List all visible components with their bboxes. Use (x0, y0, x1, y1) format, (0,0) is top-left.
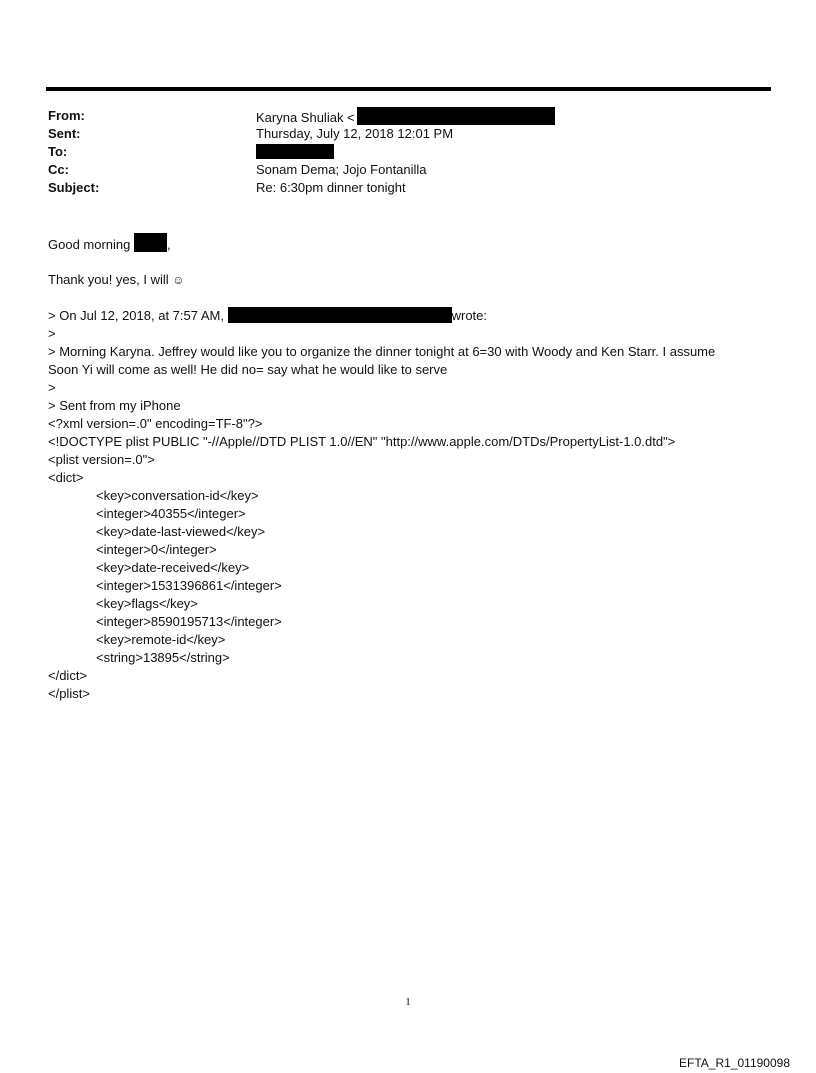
header-rule (46, 87, 771, 91)
quote-intro-line (48, 307, 487, 325)
dict-line: <key>remote-id</key> (96, 632, 226, 647)
to-value (256, 143, 334, 161)
quote-blank-line: > (48, 380, 56, 395)
redaction-bar (228, 307, 452, 323)
dict-line: <key>conversation-id</key> (96, 488, 259, 503)
xml-line: <?xml version=.0" encoding=TF-8"?> (48, 416, 263, 431)
xml-closing-line: </plist> (48, 686, 90, 701)
cc-value: Sonam Dema; Jojo Fontanilla (256, 162, 427, 177)
redaction-bar (134, 233, 167, 252)
dict-line: <string>13895</string> (96, 650, 230, 665)
dict-line: <integer>0</integer> (96, 542, 217, 557)
reply-text: Thank you! yes, I will (48, 272, 169, 287)
subject-value: Re: 6:30pm dinner tonight (256, 180, 406, 195)
from-name: Karyna Shuliak < (256, 110, 355, 125)
greeting-line (48, 233, 171, 254)
quote-line: > Morning Karyna. Jeffrey would like you to organize the dinner tonight at 6=30 with Woody and Ken Starr. I assume (48, 344, 716, 359)
quote-signature: > Sent from my iPhone (48, 398, 181, 413)
cc-label: Cc: (48, 162, 69, 177)
subject-label: Subject: (48, 180, 100, 195)
greeting-text: Good morning (48, 237, 131, 252)
quote-line: Soon Yi will come as well! He did no= say what he would like to serve (48, 362, 448, 377)
to-label: To: (48, 144, 68, 159)
dict-line: <key>flags</key> (96, 596, 198, 611)
reply-line (48, 271, 185, 289)
from-label: From: (48, 108, 85, 123)
dict-line: <integer>8590195713</integer> (96, 614, 282, 629)
page-number: 1 (405, 996, 411, 1008)
xml-closing-line: </dict> (48, 668, 88, 683)
xml-line: <plist version=.0"> (48, 452, 155, 467)
sent-value: Thursday, July 12, 2018 12:01 PM (256, 126, 454, 141)
sent-label: Sent: (48, 126, 81, 141)
dict-line: <key>date-last-viewed</key> (96, 524, 266, 539)
dict-line: <integer>40355</integer> (96, 506, 246, 521)
smiley-icon: ☺ (172, 273, 185, 287)
greeting-suffix: , (167, 237, 171, 252)
redaction-bar (256, 144, 334, 159)
quote-blank-line: > (48, 326, 56, 341)
quote-intro-text: > On Jul 12, 2018, at 7:57 AM, (48, 308, 224, 323)
redaction-bar (357, 107, 555, 125)
quote-intro-suffix: wrote: (451, 308, 488, 323)
xml-line: <dict> (48, 470, 84, 485)
from-value (256, 107, 555, 127)
bates-number: EFTA_R1_01190098 (679, 1056, 790, 1070)
dict-line: <key>date-received</key> (96, 560, 250, 575)
dict-line: <integer>1531396861</integer> (96, 578, 282, 593)
xml-line: <!DOCTYPE plist PUBLIC "-//Apple//DTD PLIST 1.0//EN" "http://www.apple.com/DTDs/PropertyList-1.0.dtd"> (48, 434, 676, 449)
